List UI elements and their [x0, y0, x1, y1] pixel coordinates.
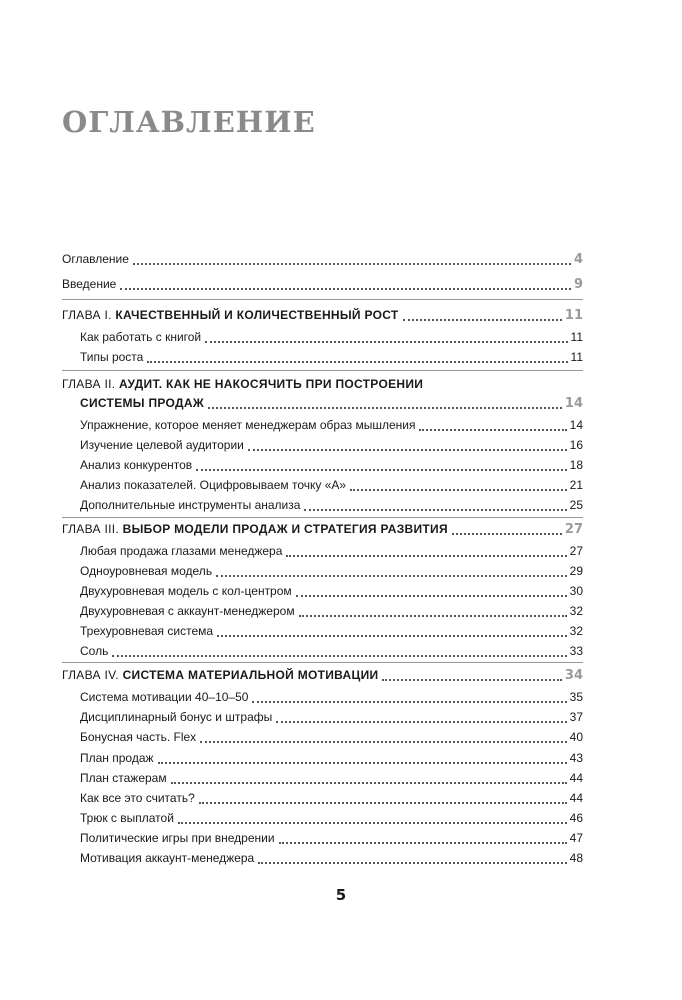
leader-dots	[196, 468, 566, 471]
toc-entry[interactable]	[80, 438, 583, 454]
leader-dots	[403, 318, 562, 321]
leader-dots	[216, 574, 567, 577]
chapter-title-line2: СИСТЕМЫ ПРОДАЖ	[80, 396, 204, 410]
toc-entry-page: 14	[569, 418, 583, 432]
chapter-title: ВЫБОР МОДЕЛИ ПРОДАЖ И СТРАТЕГИЯ РАЗВИТИЯ	[122, 522, 448, 536]
toc-entry[interactable]	[80, 458, 583, 474]
toc-entry[interactable]	[80, 690, 583, 706]
toc-entry-page: 9	[573, 277, 583, 292]
toc-entry[interactable]	[80, 791, 583, 807]
leader-dots	[279, 841, 567, 844]
toc-entry-page: 18	[569, 458, 583, 472]
divider	[62, 299, 583, 300]
chapter-heading	[62, 522, 448, 536]
toc-entry-page: 29	[569, 564, 583, 578]
toc-entry-title: Оглавление	[62, 252, 129, 266]
chapter-heading	[62, 308, 399, 322]
toc-entry-page: 48	[569, 851, 583, 865]
toc-entry-page: 47	[569, 831, 583, 845]
chapter-title: КАЧЕСТВЕННЫЙ И КОЛИЧЕСТВЕННЫЙ РОСТ	[115, 308, 399, 322]
leader-dots	[382, 678, 561, 681]
toc-entry-page: 32	[569, 624, 583, 638]
toc-entry-title: Одноуровневая модель	[80, 564, 213, 578]
toc-entry-page: 43	[569, 751, 583, 765]
leader-dots	[199, 801, 567, 804]
toc-entry-title: Бонусная часть. Flex	[80, 730, 197, 744]
toc-entry-title: Анализ конкурентов	[80, 458, 193, 472]
leader-dots	[276, 720, 566, 723]
toc-entry-page: 21	[569, 478, 583, 492]
toc-entry[interactable]	[80, 730, 583, 746]
leader-dots	[217, 634, 567, 637]
toc-entry-page: 37	[569, 710, 583, 724]
leader-dots	[286, 554, 566, 557]
toc-entry-title: Двухуровневая модель с кол-центром	[80, 584, 292, 598]
toc-chapter-4[interactable]	[62, 668, 583, 684]
toc-entry-title: Соль	[80, 644, 109, 658]
toc-entry[interactable]	[80, 604, 583, 620]
toc-entry-page: 35	[569, 690, 583, 704]
leader-dots	[258, 861, 566, 864]
chapter-title: АУДИТ. КАК НЕ НАКОСЯЧИТЬ ПРИ ПОСТРОЕНИИ	[119, 377, 424, 391]
chapter-prefix: ГЛАВА IV.	[62, 668, 119, 682]
toc-entry-title: Анализ показателей. Оцифровываем точку «А»	[80, 478, 347, 492]
toc-entry[interactable]	[80, 751, 583, 767]
toc-entry-title: Трехуровневая система	[80, 624, 214, 638]
toc-entry-page: 4	[573, 252, 583, 267]
toc-entry-title: Как все это считать?	[80, 791, 195, 805]
page-title: ОГЛАВЛЕНИЕ	[62, 105, 316, 139]
toc-entry[interactable]	[80, 564, 583, 580]
toc-entry-title: Двухуровневая с аккаунт-менеджером	[80, 604, 295, 618]
toc-entry-title: Система мотивации 40–10–50	[80, 690, 249, 704]
toc-entry[interactable]	[80, 584, 583, 600]
leader-dots	[208, 406, 562, 409]
toc-entry[interactable]	[80, 811, 583, 827]
leader-dots	[252, 700, 566, 703]
toc-entry-page: 11	[570, 350, 583, 364]
toc-entry-contents[interactable]	[62, 252, 583, 268]
toc-entry[interactable]	[80, 478, 583, 494]
toc-entry-page: 11	[570, 330, 583, 344]
leader-dots	[147, 360, 567, 363]
toc-entry-title: Дополнительные инструменты анализа	[80, 498, 301, 512]
chapter-prefix: ГЛАВА II.	[62, 377, 116, 391]
divider	[62, 370, 583, 371]
toc-entry-page: 25	[569, 498, 583, 512]
leader-dots	[419, 428, 566, 431]
toc-entry-page: 16	[569, 438, 583, 452]
chapter-title: СИСТЕМА МАТЕРИАЛЬНОЙ МОТИВАЦИИ	[122, 668, 379, 682]
toc-entry-title: Как работать с книгой	[80, 330, 202, 344]
chapter-page: 27	[564, 522, 583, 537]
toc-entry-title: Типы роста	[80, 350, 144, 364]
leader-dots	[200, 740, 566, 743]
toc-entry-page: 27	[569, 544, 583, 558]
toc-entry-page: 44	[569, 771, 583, 785]
toc-entry-introduction[interactable]	[62, 277, 583, 293]
toc-entry[interactable]	[80, 710, 583, 726]
leader-dots	[112, 654, 566, 657]
toc-entry[interactable]	[80, 330, 583, 346]
leader-dots	[158, 761, 567, 764]
toc-entry[interactable]	[80, 544, 583, 560]
leader-dots	[248, 448, 567, 451]
toc-entry-title: Изучение целевой аудитории	[80, 438, 244, 452]
leader-dots	[133, 262, 571, 265]
toc-entry[interactable]	[80, 831, 583, 847]
toc-entry-page: 32	[569, 604, 583, 618]
toc-chapter-2-line1[interactable]	[62, 377, 423, 391]
toc-chapter-2[interactable]	[80, 396, 583, 412]
leader-dots	[350, 488, 567, 491]
toc-entry[interactable]	[80, 350, 583, 366]
leader-dots	[299, 614, 567, 617]
leader-dots	[178, 821, 567, 824]
toc-entry-page: 44	[569, 791, 583, 805]
toc-entry-title: План стажерам	[80, 771, 167, 785]
toc-entry-page: 46	[569, 811, 583, 825]
leader-dots	[171, 781, 567, 784]
toc-entry-title: Введение	[62, 277, 117, 291]
leader-dots	[452, 532, 562, 535]
toc-entry-title: Дисциплинарный бонус и штрафы	[80, 710, 273, 724]
divider	[62, 517, 583, 518]
leader-dots	[205, 340, 567, 343]
chapter-page: 11	[564, 308, 583, 323]
toc-chapter-1[interactable]	[62, 308, 583, 324]
toc-chapter-3[interactable]	[62, 522, 583, 538]
toc-entry[interactable]	[80, 771, 583, 787]
leader-dots	[304, 508, 566, 511]
leader-dots	[120, 287, 571, 290]
toc-entry-page: 30	[569, 584, 583, 598]
toc-entry-title: Любая продажа глазами менеджера	[80, 544, 283, 558]
toc-entry-title: Мотивация аккаунт-менеджера	[80, 851, 255, 865]
toc-entry-page: 33	[569, 644, 583, 658]
toc-entry[interactable]	[80, 644, 583, 660]
divider	[62, 662, 583, 663]
toc-entry-title: Трюк с выплатой	[80, 811, 174, 825]
toc-entry[interactable]	[80, 624, 583, 640]
toc-entry-title: План продаж	[80, 751, 154, 765]
chapter-heading	[80, 396, 204, 410]
leader-dots	[296, 594, 567, 597]
page-number: 5	[335, 886, 347, 904]
toc-entry-page: 40	[569, 730, 583, 744]
chapter-page: 34	[564, 668, 583, 683]
toc-entry[interactable]	[80, 418, 583, 434]
toc-entry-title: Упражнение, которое меняет менеджерам образ мышления	[80, 418, 416, 432]
toc-entry[interactable]	[80, 851, 583, 867]
chapter-prefix: ГЛАВА III.	[62, 522, 119, 536]
toc-entry[interactable]	[80, 498, 583, 514]
toc-entry-title: Политические игры при внедрении	[80, 831, 275, 845]
chapter-prefix: ГЛАВА I.	[62, 308, 112, 322]
chapter-heading	[62, 668, 378, 682]
chapter-page: 14	[564, 396, 583, 411]
